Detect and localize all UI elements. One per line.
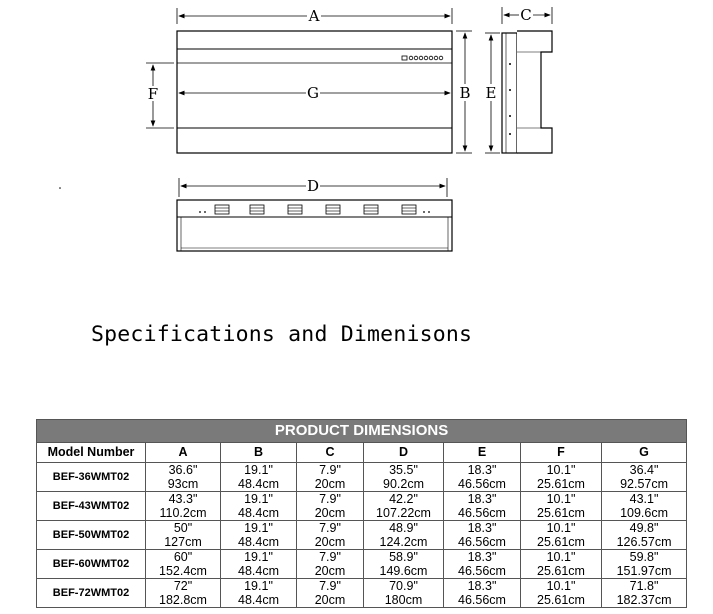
column-header: Model Number — [37, 443, 146, 463]
value-inches: 19.1" — [244, 550, 273, 564]
side-view — [485, 6, 552, 153]
value-inches: 59.8" — [629, 550, 659, 564]
table-title: PRODUCT DIMENSIONS — [37, 420, 687, 443]
dimension-cell — [602, 550, 687, 579]
dimension-cell — [521, 492, 602, 521]
column-header: C — [297, 443, 364, 463]
dimension-cell — [602, 521, 687, 550]
dimension-cell — [146, 550, 221, 579]
value-centimeters: 180cm — [384, 593, 423, 607]
value-inches: 10.1" — [546, 550, 576, 564]
value-centimeters: 25.61cm — [537, 535, 585, 549]
dimension-cell — [146, 463, 221, 492]
value-centimeters: 90.2cm — [383, 477, 424, 491]
value-inches: 10.1" — [546, 492, 576, 506]
value-centimeters: 20cm — [314, 506, 346, 520]
label-g: G — [307, 84, 319, 102]
dimension-cell — [521, 579, 602, 608]
model-number-cell: BEF-72WMT02 — [37, 579, 146, 608]
page-heading: Specifications and Dimenisons — [91, 322, 473, 347]
value-inches: 43.1" — [629, 492, 659, 506]
value-inches: 49.8" — [629, 521, 659, 535]
value-centimeters: 20cm — [314, 477, 346, 491]
value-centimeters: 110.2cm — [159, 506, 207, 520]
value-centimeters: 20cm — [314, 593, 346, 607]
dimension-cell — [146, 521, 221, 550]
table-row — [37, 550, 687, 579]
dimension-cell — [444, 492, 521, 521]
value-centimeters: 20cm — [314, 535, 346, 549]
value-centimeters: 46.56cm — [458, 564, 506, 578]
label-a: A — [308, 7, 320, 25]
value-centimeters: 182.37cm — [616, 593, 672, 607]
value-inches: 70.9" — [389, 579, 418, 593]
dimension-cell — [146, 579, 221, 608]
dimension-cell — [444, 463, 521, 492]
value-inches: 18.3" — [467, 521, 497, 535]
value-inches: 58.9" — [389, 550, 418, 564]
value-inches: 36.4" — [629, 463, 659, 477]
dimension-cell — [444, 521, 521, 550]
value-centimeters: 109.6cm — [620, 506, 669, 520]
model-number-cell: BEF-36WMT02 — [37, 463, 146, 492]
value-inches: 7.9" — [319, 579, 341, 593]
value-centimeters: 25.61cm — [537, 564, 585, 578]
value-inches: 19.1" — [244, 521, 273, 535]
dimension-cell — [297, 550, 364, 579]
dimension-cell — [297, 521, 364, 550]
table-body — [37, 463, 687, 608]
value-centimeters: 92.57cm — [620, 477, 669, 491]
dimension-cell — [364, 579, 444, 608]
value-centimeters: 46.56cm — [458, 477, 506, 491]
dimension-drawings — [0, 0, 713, 300]
value-centimeters: 20cm — [314, 564, 346, 578]
dimension-cell — [297, 492, 364, 521]
value-inches: 7.9" — [319, 550, 341, 564]
column-header: A — [146, 443, 221, 463]
dimension-cell — [444, 579, 521, 608]
value-centimeters: 25.61cm — [537, 477, 585, 491]
value-centimeters: 48.4cm — [238, 593, 279, 607]
dimension-cell — [364, 463, 444, 492]
value-inches: 60" — [173, 550, 193, 564]
front-view — [146, 7, 472, 153]
dimension-cell — [146, 492, 221, 521]
label-e: E — [485, 84, 497, 102]
value-inches: 19.1" — [244, 492, 273, 506]
dimension-cell — [364, 521, 444, 550]
value-centimeters: 124.2cm — [379, 535, 428, 549]
dimension-cell — [221, 579, 297, 608]
label-c: C — [520, 6, 532, 24]
value-centimeters: 48.4cm — [238, 564, 279, 578]
column-header: F — [521, 443, 602, 463]
value-centimeters: 25.61cm — [537, 593, 585, 607]
value-inches: 19.1" — [244, 463, 273, 477]
value-inches: 10.1" — [546, 463, 576, 477]
value-inches: 50" — [173, 521, 193, 535]
value-centimeters: 152.4cm — [159, 564, 207, 578]
table-header-row — [37, 443, 687, 463]
label-d: D — [306, 177, 320, 195]
value-inches: 36.6" — [168, 463, 198, 477]
value-centimeters: 151.97cm — [616, 564, 672, 578]
dimension-cell — [221, 492, 297, 521]
value-centimeters: 93cm — [167, 477, 199, 491]
value-inches: 18.3" — [467, 550, 497, 564]
value-centimeters: 46.56cm — [458, 535, 506, 549]
value-inches: 35.5" — [389, 463, 418, 477]
value-inches: 43.3" — [168, 492, 198, 506]
dimension-cell — [221, 550, 297, 579]
value-centimeters: 149.6cm — [379, 564, 428, 578]
top-view — [177, 177, 452, 251]
table-row — [37, 492, 687, 521]
product-dimensions-table — [36, 419, 687, 608]
value-centimeters: 25.61cm — [537, 506, 585, 520]
value-inches: 18.3" — [467, 579, 497, 593]
column-header: B — [221, 443, 297, 463]
value-centimeters: 46.56cm — [458, 593, 506, 607]
value-inches: 71.8" — [629, 579, 659, 593]
label-f: F — [147, 85, 159, 103]
value-inches: 19.1" — [244, 579, 273, 593]
dimension-cell — [444, 550, 521, 579]
column-header: D — [364, 443, 444, 463]
model-number-cell: BEF-50WMT02 — [37, 521, 146, 550]
dimension-cell — [521, 550, 602, 579]
table-row — [37, 579, 687, 608]
dimension-cell — [521, 521, 602, 550]
value-centimeters: 48.4cm — [238, 477, 279, 491]
value-inches: 18.3" — [467, 463, 497, 477]
value-inches: 18.3" — [467, 492, 497, 506]
value-inches: 42.2" — [389, 492, 418, 506]
dimension-cell — [521, 463, 602, 492]
dimension-cell — [364, 550, 444, 579]
value-inches: 10.1" — [546, 521, 576, 535]
model-number-cell: BEF-60WMT02 — [37, 550, 146, 579]
dimension-cell — [602, 492, 687, 521]
value-inches: 10.1" — [546, 579, 576, 593]
value-centimeters: 126.57cm — [616, 535, 672, 549]
dimension-cell — [297, 579, 364, 608]
value-inches: 7.9" — [319, 521, 341, 535]
value-centimeters: 46.56cm — [458, 506, 506, 520]
dimension-cell — [221, 521, 297, 550]
value-centimeters: 107.22cm — [376, 506, 431, 520]
dimension-cell — [297, 463, 364, 492]
table-row — [37, 463, 687, 492]
dimension-cell — [364, 492, 444, 521]
label-b: B — [459, 84, 471, 102]
value-inches: 7.9" — [319, 463, 341, 477]
value-centimeters: 48.4cm — [238, 506, 279, 520]
value-inches: 72" — [173, 579, 193, 593]
dimension-cell — [602, 463, 687, 492]
model-number-cell: BEF-43WMT02 — [37, 492, 146, 521]
value-centimeters: 182.8cm — [159, 593, 207, 607]
dimension-cell — [221, 463, 297, 492]
value-inches: 48.9" — [389, 521, 418, 535]
column-header: G — [602, 443, 687, 463]
value-centimeters: 48.4cm — [238, 535, 279, 549]
value-inches: 7.9" — [319, 492, 341, 506]
dimension-cell — [602, 579, 687, 608]
value-centimeters: 127cm — [164, 535, 202, 549]
table-row — [37, 521, 687, 550]
column-header: E — [444, 443, 521, 463]
